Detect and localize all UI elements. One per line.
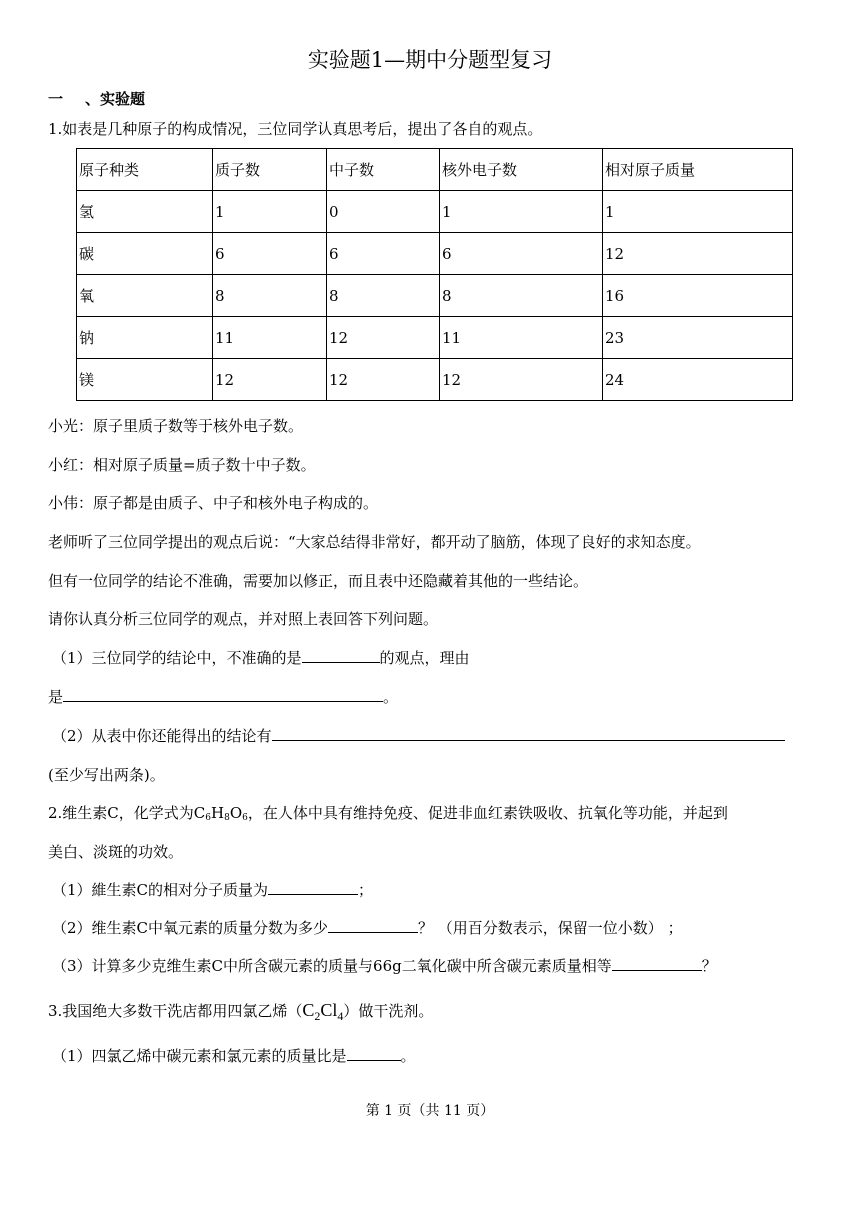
table-cell: 1 [213, 191, 327, 233]
opinion-xiaoguang: 小光：原子里质子数等于核外电子数。 [48, 417, 304, 435]
table-cell: 碳 [77, 233, 213, 275]
tetrachloroethylene-formula [302, 1000, 344, 1023]
table-header-cell: 相对原子质量 [603, 149, 793, 191]
q1-sub1-text: （1）三位同学的结论中，不准确的是 [52, 649, 302, 667]
formula-subscript: 8 [224, 813, 230, 823]
q2-sub1-line [52, 880, 373, 900]
table-cell: 氢 [77, 191, 213, 233]
formula-symbol: C [193, 804, 206, 822]
table-cell: 1 [440, 191, 603, 233]
table-header-cell: 核外电子数 [440, 149, 603, 191]
opinion-xiaowei: 小伟：原子都是由质子、中子和核外电子构成的。 [48, 494, 379, 512]
page-title: 实验题1—期中分题型复习 [307, 48, 553, 72]
table-header-cell: 质子数 [213, 149, 327, 191]
formula-symbol: H [211, 804, 225, 822]
table-row [77, 191, 793, 233]
q1-sub2-text: （2）从表中你还能得出的结论有 [52, 727, 272, 745]
table-header-cell: 原子种类 [77, 149, 213, 191]
q3-intro: 3.我国绝大多数干洗店都用四氯乙烯（ [48, 1002, 303, 1020]
section-label: 、实验题 [85, 90, 146, 108]
q2-sub1-end: ； [358, 881, 374, 899]
table-cell: 钠 [77, 317, 213, 359]
q3-sub1-text: （1）四氯乙烯中碳元素和氯元素的质量比是 [52, 1047, 347, 1065]
q2-sub2-text: （2）维生素C中氧元素的质量分数为多少 [52, 919, 329, 937]
section-heading [48, 88, 145, 109]
answer-blank[interactable] [272, 726, 785, 741]
table-cell: 6 [327, 233, 440, 275]
q2-sub3-end: ？ [701, 957, 717, 975]
table-row [77, 275, 793, 317]
q3-sub1-line [52, 1046, 416, 1066]
vitamin-c-formula [194, 804, 248, 822]
answer-blank[interactable] [328, 918, 418, 933]
table-cell: 0 [327, 191, 440, 233]
q2-line-1 [48, 803, 728, 828]
q2-intro: 2.维生素C，化学式为 [48, 804, 194, 822]
table-cell: 8 [440, 275, 603, 317]
q2-sub3-line [52, 956, 717, 976]
table-cell: 12 [603, 233, 793, 275]
table-cell: 1 [603, 191, 793, 233]
table-cell: 氧 [77, 275, 213, 317]
opinion-xiaohong: 小红：相对原子质量=质子数十中子数。 [48, 456, 316, 474]
q1-instruction: 请你认真分析三位同学的观点，并对照上表回答下列问题。 [48, 610, 439, 628]
q1-intro: 1.如表是几种原子的构成情况，三位同学认真思考后，提出了各自的观点。 [48, 120, 543, 138]
table-row [77, 233, 793, 275]
table-cell: 12 [327, 359, 440, 401]
table-cell: 11 [440, 317, 603, 359]
table-cell: 11 [213, 317, 327, 359]
table-cell: 镁 [77, 359, 213, 401]
table-cell: 24 [603, 359, 793, 401]
q3-line-1 [48, 1000, 433, 1026]
formula-subscript: 6 [205, 813, 212, 823]
table-cell: 12 [213, 359, 327, 401]
q1-sub1-text-cont: 的观点，理由 [379, 649, 470, 667]
q1-sub1-period: 。 [383, 688, 399, 706]
formula-symbol: O [229, 804, 243, 822]
table-cell: 6 [440, 233, 603, 275]
q1-sub1-line [52, 648, 470, 668]
table-cell: 6 [213, 233, 327, 275]
q1-sub1-reason-line [48, 687, 398, 707]
formula-symbol: Cl [320, 1000, 338, 1020]
answer-blank[interactable] [347, 1046, 401, 1061]
q2-sub2-line [52, 918, 683, 938]
table-cell: 8 [213, 275, 327, 317]
teacher-comment-line-2: 但有一位同学的结论不准确，需要加以修正，而且表中还隐藏着其他的一些结论。 [48, 572, 589, 590]
formula-symbol: C [302, 1000, 315, 1020]
q1-sub1-reason-label: 是 [48, 688, 64, 706]
formula-subscript: 4 [337, 1009, 344, 1023]
teacher-comment-line-1: 老师听了三位同学提出的观点后说：“大家总结得非常好，都开动了脑筋，体现了良好的求知态度。 [48, 533, 701, 551]
q2-sub3-text: （3）计算多少克维生素C中所含碳元素的质量与66g二氧化碳中所含碳元素质量相等 [52, 957, 612, 975]
answer-blank[interactable] [302, 648, 380, 663]
table-row [77, 317, 793, 359]
table-header-cell: 中子数 [327, 149, 440, 191]
page-footer: 第 1 页（共 11 页） [365, 1103, 495, 1119]
q1-sub2-note: (至少写出两条)。 [48, 766, 165, 784]
table-cell: 12 [440, 359, 603, 401]
table-cell: 16 [603, 275, 793, 317]
formula-subscript: 6 [242, 813, 248, 823]
q2-line-2: 美白、淡斑的功效。 [48, 843, 184, 861]
answer-blank[interactable] [612, 956, 702, 971]
section-number: 一 [48, 90, 64, 108]
q3-intro-cont: ）做干洗剂。 [343, 1002, 434, 1020]
table-cell: 23 [603, 317, 793, 359]
table-cell: 8 [327, 275, 440, 317]
q3-sub1-end: 。 [400, 1047, 416, 1065]
atom-composition-table [76, 148, 793, 401]
table-cell: 12 [327, 317, 440, 359]
answer-blank[interactable] [268, 880, 358, 895]
q2-intro-cont: ，在人体中具有维持免疫、促进非血红素铁吸收、抗氧化等功能，并起到 [247, 804, 728, 822]
formula-subscript: 2 [314, 1009, 321, 1023]
table-row [77, 359, 793, 401]
answer-blank[interactable] [63, 687, 383, 702]
table-header-row [77, 149, 793, 191]
q2-sub1-text: （1）維生素C的相对分子质量为 [52, 881, 269, 899]
q1-sub2-line [52, 726, 785, 746]
q2-sub2-end: ？ （用百分数表示，保留一位小数） ； [418, 919, 683, 937]
